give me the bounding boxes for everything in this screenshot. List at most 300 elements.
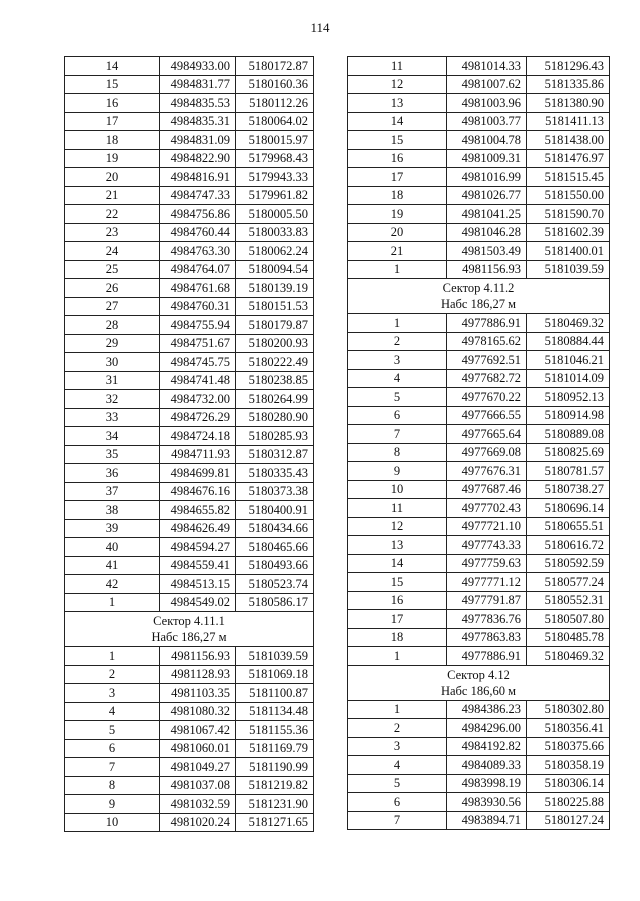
- point-number-cell: 14: [348, 554, 447, 573]
- table-row: [348, 517, 610, 536]
- x-coordinate-cell: 4984763.30: [160, 242, 236, 261]
- y-coordinate-cell: 5181550.00: [527, 186, 610, 205]
- point-number-cell: 2: [65, 665, 160, 684]
- x-coordinate-cell: 4977702.43: [447, 499, 527, 518]
- x-coordinate-cell: 4977743.33: [447, 536, 527, 555]
- table-row: [65, 371, 314, 390]
- table-row: [348, 425, 610, 444]
- sector-header-cell: [65, 612, 314, 647]
- point-number-cell: 5: [65, 721, 160, 740]
- y-coordinate-cell: 5180914.98: [527, 406, 610, 425]
- table-row: [65, 482, 314, 501]
- table-row: [65, 353, 314, 372]
- point-number-cell: 17: [348, 168, 447, 187]
- table-row: [65, 593, 314, 612]
- y-coordinate-cell: 5180356.41: [527, 719, 610, 738]
- y-coordinate-cell: 5180015.97: [236, 131, 314, 150]
- table-row: [348, 388, 610, 407]
- point-number-cell: 30: [65, 353, 160, 372]
- x-coordinate-cell: 4984745.75: [160, 353, 236, 372]
- table-row: [348, 94, 610, 113]
- table-row: [65, 112, 314, 131]
- point-number-cell: 34: [65, 427, 160, 446]
- y-coordinate-cell: 5181014.09: [527, 369, 610, 388]
- point-number-cell: 1: [348, 647, 447, 666]
- x-coordinate-cell: 4981014.33: [447, 57, 527, 76]
- sector-header-row: [65, 612, 314, 647]
- x-coordinate-cell: 4984831.77: [160, 75, 236, 94]
- x-coordinate-cell: 4981009.31: [447, 149, 527, 168]
- table-row: [348, 351, 610, 370]
- x-coordinate-cell: 4977886.91: [447, 647, 527, 666]
- point-number-cell: 7: [348, 425, 447, 444]
- y-coordinate-cell: 5181380.90: [527, 94, 610, 113]
- x-coordinate-cell: 4981020.24: [160, 813, 236, 832]
- point-number-cell: 10: [65, 813, 160, 832]
- table-row: [65, 149, 314, 168]
- table-row: [348, 205, 610, 224]
- table-row: [65, 168, 314, 187]
- x-coordinate-cell: 4984386.23: [447, 700, 527, 719]
- x-coordinate-cell: 4984296.00: [447, 719, 527, 738]
- x-coordinate-cell: 4984626.49: [160, 519, 236, 538]
- point-number-cell: 10: [348, 480, 447, 499]
- point-number-cell: 14: [348, 112, 447, 131]
- table-row: [348, 462, 610, 481]
- point-number-cell: 9: [348, 462, 447, 481]
- table-row: [65, 665, 314, 684]
- x-coordinate-cell: 4984549.02: [160, 593, 236, 612]
- point-number-cell: 7: [65, 758, 160, 777]
- table-row: [65, 684, 314, 703]
- table-row: [65, 242, 314, 261]
- coordinates-table-right: [347, 56, 610, 830]
- table-row: [348, 242, 610, 261]
- x-coordinate-cell: 4984192.82: [447, 737, 527, 756]
- table-row: [65, 427, 314, 446]
- y-coordinate-cell: 5180493.66: [236, 556, 314, 575]
- y-coordinate-cell: 5180312.87: [236, 445, 314, 464]
- point-number-cell: 13: [348, 536, 447, 555]
- point-number-cell: 20: [65, 168, 160, 187]
- x-coordinate-cell: 4981032.59: [160, 795, 236, 814]
- point-number-cell: 4: [348, 756, 447, 775]
- y-coordinate-cell: 5181400.01: [527, 242, 610, 261]
- y-coordinate-cell: 5180285.93: [236, 427, 314, 446]
- x-coordinate-cell: 4977670.22: [447, 388, 527, 407]
- point-number-cell: 37: [65, 482, 160, 501]
- table-row: [65, 131, 314, 150]
- y-coordinate-cell: 5180335.43: [236, 464, 314, 483]
- x-coordinate-cell: 4983930.56: [447, 793, 527, 812]
- x-coordinate-cell: 4984732.00: [160, 390, 236, 409]
- sector-elevation: Набс 186,60 м: [440, 683, 517, 698]
- y-coordinate-cell: 5180523.74: [236, 575, 314, 594]
- table-row: [65, 776, 314, 795]
- x-coordinate-cell: 4984816.91: [160, 168, 236, 187]
- point-number-cell: 15: [65, 75, 160, 94]
- table-row: [348, 57, 610, 76]
- table-row: [348, 793, 610, 812]
- y-coordinate-cell: 5181476.97: [527, 149, 610, 168]
- sector-elevation: Набс 186,27 м: [151, 630, 227, 644]
- table-row: [65, 316, 314, 335]
- point-number-cell: 16: [348, 591, 447, 610]
- y-coordinate-cell: 5180151.53: [236, 297, 314, 316]
- x-coordinate-cell: 4977692.51: [447, 351, 527, 370]
- y-coordinate-cell: 5180655.51: [527, 517, 610, 536]
- y-coordinate-cell: 5181515.45: [527, 168, 610, 187]
- y-coordinate-cell: 5181590.70: [527, 205, 610, 224]
- table-row: [65, 702, 314, 721]
- table-row: [65, 501, 314, 520]
- x-coordinate-cell: 4977771.12: [447, 573, 527, 592]
- table-row: [348, 406, 610, 425]
- sector-title: Сектор 4.11.2: [442, 281, 515, 295]
- point-number-cell: 14: [65, 57, 160, 76]
- y-coordinate-cell: 5180373.38: [236, 482, 314, 501]
- table-row: [65, 758, 314, 777]
- y-coordinate-cell: 5181039.59: [527, 260, 610, 279]
- point-number-cell: 41: [65, 556, 160, 575]
- y-coordinate-cell: 5180358.19: [527, 756, 610, 775]
- point-number-cell: 40: [65, 538, 160, 557]
- x-coordinate-cell: 4977721.10: [447, 517, 527, 536]
- point-number-cell: 8: [348, 443, 447, 462]
- point-number-cell: 21: [65, 186, 160, 205]
- point-number-cell: 39: [65, 519, 160, 538]
- point-number-cell: 38: [65, 501, 160, 520]
- sector-header-cell: [348, 665, 610, 700]
- y-coordinate-cell: 5180280.90: [236, 408, 314, 427]
- y-coordinate-cell: 5181271.65: [236, 813, 314, 832]
- table-row: [65, 334, 314, 353]
- y-coordinate-cell: 5180738.27: [527, 480, 610, 499]
- table-row: [65, 57, 314, 76]
- x-coordinate-cell: 4984741.48: [160, 371, 236, 390]
- y-coordinate-cell: 5181438.00: [527, 131, 610, 150]
- table-row: [65, 186, 314, 205]
- x-coordinate-cell: 4981026.77: [447, 186, 527, 205]
- table-row: [65, 223, 314, 242]
- point-number-cell: 1: [65, 593, 160, 612]
- table-row: [348, 369, 610, 388]
- x-coordinate-cell: 4977666.55: [447, 406, 527, 425]
- table-row: [348, 774, 610, 793]
- point-number-cell: 11: [348, 499, 447, 518]
- y-coordinate-cell: 5180577.24: [527, 573, 610, 592]
- x-coordinate-cell: 4981067.42: [160, 721, 236, 740]
- x-coordinate-cell: 4984835.53: [160, 94, 236, 113]
- table-row: [348, 260, 610, 279]
- point-number-cell: 12: [348, 517, 447, 536]
- point-number-cell: 1: [348, 700, 447, 719]
- table-row: [348, 480, 610, 499]
- x-coordinate-cell: 4984726.29: [160, 408, 236, 427]
- table-row: [65, 260, 314, 279]
- y-coordinate-cell: 5181100.87: [236, 684, 314, 703]
- y-coordinate-cell: 5181231.90: [236, 795, 314, 814]
- sector-header-cell: [348, 279, 610, 314]
- table-row: [348, 332, 610, 351]
- y-coordinate-cell: 5181602.39: [527, 223, 610, 242]
- x-coordinate-cell: 4977886.91: [447, 314, 527, 333]
- y-coordinate-cell: 5180586.17: [236, 593, 314, 612]
- x-coordinate-cell: 4984831.09: [160, 131, 236, 150]
- point-number-cell: 36: [65, 464, 160, 483]
- table-row: [65, 94, 314, 113]
- y-coordinate-cell: 5181190.99: [236, 758, 314, 777]
- point-number-cell: 21: [348, 242, 447, 261]
- x-coordinate-cell: 4981003.77: [447, 112, 527, 131]
- x-coordinate-cell: 4981037.08: [160, 776, 236, 795]
- table-row: [65, 408, 314, 427]
- y-coordinate-cell: 5181069.18: [236, 665, 314, 684]
- x-coordinate-cell: 4977687.46: [447, 480, 527, 499]
- y-coordinate-cell: 5180225.88: [527, 793, 610, 812]
- x-coordinate-cell: 4981060.01: [160, 739, 236, 758]
- y-coordinate-cell: 5180222.49: [236, 353, 314, 372]
- x-coordinate-cell: 4977863.83: [447, 628, 527, 647]
- table-row: [348, 499, 610, 518]
- point-number-cell: 17: [65, 112, 160, 131]
- point-number-cell: 15: [348, 573, 447, 592]
- y-coordinate-cell: 5180112.26: [236, 94, 314, 113]
- table-row: [348, 131, 610, 150]
- x-coordinate-cell: 4981046.28: [447, 223, 527, 242]
- x-coordinate-cell: 4983998.19: [447, 774, 527, 793]
- y-coordinate-cell: 5179961.82: [236, 186, 314, 205]
- point-number-cell: 29: [65, 334, 160, 353]
- y-coordinate-cell: 5180306.14: [527, 774, 610, 793]
- table-row: [348, 554, 610, 573]
- point-number-cell: 5: [348, 774, 447, 793]
- sector-header-row: [348, 279, 610, 314]
- point-number-cell: 9: [65, 795, 160, 814]
- x-coordinate-cell: 4984760.44: [160, 223, 236, 242]
- table-row: [348, 737, 610, 756]
- point-number-cell: 16: [348, 149, 447, 168]
- x-coordinate-cell: 4981103.35: [160, 684, 236, 703]
- y-coordinate-cell: 5180094.54: [236, 260, 314, 279]
- point-number-cell: 6: [348, 406, 447, 425]
- x-coordinate-cell: 4984724.18: [160, 427, 236, 446]
- x-coordinate-cell: 4984933.00: [160, 57, 236, 76]
- table-row: [65, 575, 314, 594]
- y-coordinate-cell: 5180139.19: [236, 279, 314, 298]
- point-number-cell: 3: [348, 737, 447, 756]
- y-coordinate-cell: 5180172.87: [236, 57, 314, 76]
- table-row: [65, 297, 314, 316]
- x-coordinate-cell: 4978165.62: [447, 332, 527, 351]
- page-number: 114: [310, 20, 330, 35]
- table-row: [65, 205, 314, 224]
- table-row: [348, 112, 610, 131]
- y-coordinate-cell: 5181046.21: [527, 351, 610, 370]
- x-coordinate-cell: 4984676.16: [160, 482, 236, 501]
- x-coordinate-cell: 4977836.76: [447, 610, 527, 629]
- table-row: [348, 719, 610, 738]
- point-number-cell: 22: [65, 205, 160, 224]
- y-coordinate-cell: 5180160.36: [236, 75, 314, 94]
- point-number-cell: 32: [65, 390, 160, 409]
- y-coordinate-cell: 5180469.32: [527, 314, 610, 333]
- x-coordinate-cell: 4977676.31: [447, 462, 527, 481]
- point-number-cell: 19: [65, 149, 160, 168]
- sector-title: Сектор 4.11.1: [153, 614, 225, 628]
- point-number-cell: 16: [65, 94, 160, 113]
- y-coordinate-cell: 5181411.13: [527, 112, 610, 131]
- x-coordinate-cell: 4984089.33: [447, 756, 527, 775]
- x-coordinate-cell: 4981128.93: [160, 665, 236, 684]
- x-coordinate-cell: 4984711.93: [160, 445, 236, 464]
- point-number-cell: 13: [348, 94, 447, 113]
- point-number-cell: 11: [348, 57, 447, 76]
- x-coordinate-cell: 4977759.63: [447, 554, 527, 573]
- y-coordinate-cell: 5180616.72: [527, 536, 610, 555]
- table-row: [65, 445, 314, 464]
- x-coordinate-cell: 4984755.94: [160, 316, 236, 335]
- y-coordinate-cell: 5180400.91: [236, 501, 314, 520]
- point-number-cell: 12: [348, 75, 447, 94]
- table-row: [348, 573, 610, 592]
- point-number-cell: 26: [65, 279, 160, 298]
- point-number-cell: 3: [65, 684, 160, 703]
- y-coordinate-cell: 5181039.59: [236, 647, 314, 666]
- point-number-cell: 8: [65, 776, 160, 795]
- point-number-cell: 18: [65, 131, 160, 150]
- y-coordinate-cell: 5181219.82: [236, 776, 314, 795]
- y-coordinate-cell: 5181296.43: [527, 57, 610, 76]
- y-coordinate-cell: 5180302.80: [527, 700, 610, 719]
- point-number-cell: 23: [65, 223, 160, 242]
- table-row: [65, 647, 314, 666]
- point-number-cell: 18: [348, 628, 447, 647]
- x-coordinate-cell: 4984835.31: [160, 112, 236, 131]
- table-row: [348, 168, 610, 187]
- y-coordinate-cell: 5181335.86: [527, 75, 610, 94]
- y-coordinate-cell: 5180375.66: [527, 737, 610, 756]
- point-number-cell: 33: [65, 408, 160, 427]
- y-coordinate-cell: 5180005.50: [236, 205, 314, 224]
- y-coordinate-cell: 5179943.33: [236, 168, 314, 187]
- table-row: [348, 628, 610, 647]
- table-row: [348, 75, 610, 94]
- table-row: [348, 591, 610, 610]
- table-row: [348, 314, 610, 333]
- point-number-cell: 24: [65, 242, 160, 261]
- y-coordinate-cell: 5180064.02: [236, 112, 314, 131]
- x-coordinate-cell: 4981156.93: [160, 647, 236, 666]
- point-number-cell: 6: [348, 793, 447, 812]
- y-coordinate-cell: 5181134.48: [236, 702, 314, 721]
- x-coordinate-cell: 4977665.64: [447, 425, 527, 444]
- table-row: [65, 279, 314, 298]
- y-coordinate-cell: 5180200.93: [236, 334, 314, 353]
- y-coordinate-cell: 5180952.13: [527, 388, 610, 407]
- y-coordinate-cell: 5180469.32: [527, 647, 610, 666]
- x-coordinate-cell: 4977682.72: [447, 369, 527, 388]
- table-row: [348, 811, 610, 830]
- y-coordinate-cell: 5180781.57: [527, 462, 610, 481]
- table-row: [65, 795, 314, 814]
- sector-title: Сектор 4.12: [447, 667, 510, 682]
- y-coordinate-cell: 5180507.80: [527, 610, 610, 629]
- point-number-cell: 4: [65, 702, 160, 721]
- point-number-cell: 18: [348, 186, 447, 205]
- x-coordinate-cell: 4977669.08: [447, 443, 527, 462]
- x-coordinate-cell: 4984559.41: [160, 556, 236, 575]
- point-number-cell: 6: [65, 739, 160, 758]
- table-row: [65, 519, 314, 538]
- y-coordinate-cell: 5180889.08: [527, 425, 610, 444]
- table-row: [65, 538, 314, 557]
- table-row: [348, 536, 610, 555]
- y-coordinate-cell: 5180127.24: [527, 811, 610, 830]
- x-coordinate-cell: 4984655.82: [160, 501, 236, 520]
- point-number-cell: 3: [348, 351, 447, 370]
- x-coordinate-cell: 4984761.68: [160, 279, 236, 298]
- y-coordinate-cell: 5180179.87: [236, 316, 314, 335]
- table-row: [65, 813, 314, 832]
- point-number-cell: 19: [348, 205, 447, 224]
- table-row: [348, 443, 610, 462]
- point-number-cell: 15: [348, 131, 447, 150]
- table-row: [348, 700, 610, 719]
- point-number-cell: 42: [65, 575, 160, 594]
- y-coordinate-cell: 5180434.66: [236, 519, 314, 538]
- table-row: [65, 75, 314, 94]
- table-row: [348, 223, 610, 242]
- x-coordinate-cell: 4984751.67: [160, 334, 236, 353]
- table-row: [348, 186, 610, 205]
- x-coordinate-cell: 4981004.78: [447, 131, 527, 150]
- y-coordinate-cell: 5180264.99: [236, 390, 314, 409]
- table-row: [65, 556, 314, 575]
- sector-elevation: Набс 186,27 м: [440, 297, 517, 311]
- point-number-cell: 1: [348, 260, 447, 279]
- point-number-cell: 1: [65, 647, 160, 666]
- x-coordinate-cell: 4984764.07: [160, 260, 236, 279]
- x-coordinate-cell: 4981003.96: [447, 94, 527, 113]
- point-number-cell: 17: [348, 610, 447, 629]
- x-coordinate-cell: 4984756.86: [160, 205, 236, 224]
- y-coordinate-cell: 5180552.31: [527, 591, 610, 610]
- y-coordinate-cell: 5180884.44: [527, 332, 610, 351]
- table-row: [65, 464, 314, 483]
- point-number-cell: 31: [65, 371, 160, 390]
- point-number-cell: 1: [348, 314, 447, 333]
- point-number-cell: 25: [65, 260, 160, 279]
- point-number-cell: 7: [348, 811, 447, 830]
- x-coordinate-cell: 4981041.25: [447, 205, 527, 224]
- x-coordinate-cell: 4981049.27: [160, 758, 236, 777]
- x-coordinate-cell: 4981156.93: [447, 260, 527, 279]
- table-row: [65, 721, 314, 740]
- x-coordinate-cell: 4981503.49: [447, 242, 527, 261]
- x-coordinate-cell: 4984594.27: [160, 538, 236, 557]
- point-number-cell: 20: [348, 223, 447, 242]
- x-coordinate-cell: 4984747.33: [160, 186, 236, 205]
- point-number-cell: 35: [65, 445, 160, 464]
- point-number-cell: 4: [348, 369, 447, 388]
- point-number-cell: 27: [65, 297, 160, 316]
- y-coordinate-cell: 5180825.69: [527, 443, 610, 462]
- point-number-cell: 2: [348, 719, 447, 738]
- table-row: [348, 647, 610, 666]
- x-coordinate-cell: 4984822.90: [160, 149, 236, 168]
- point-number-cell: 2: [348, 332, 447, 351]
